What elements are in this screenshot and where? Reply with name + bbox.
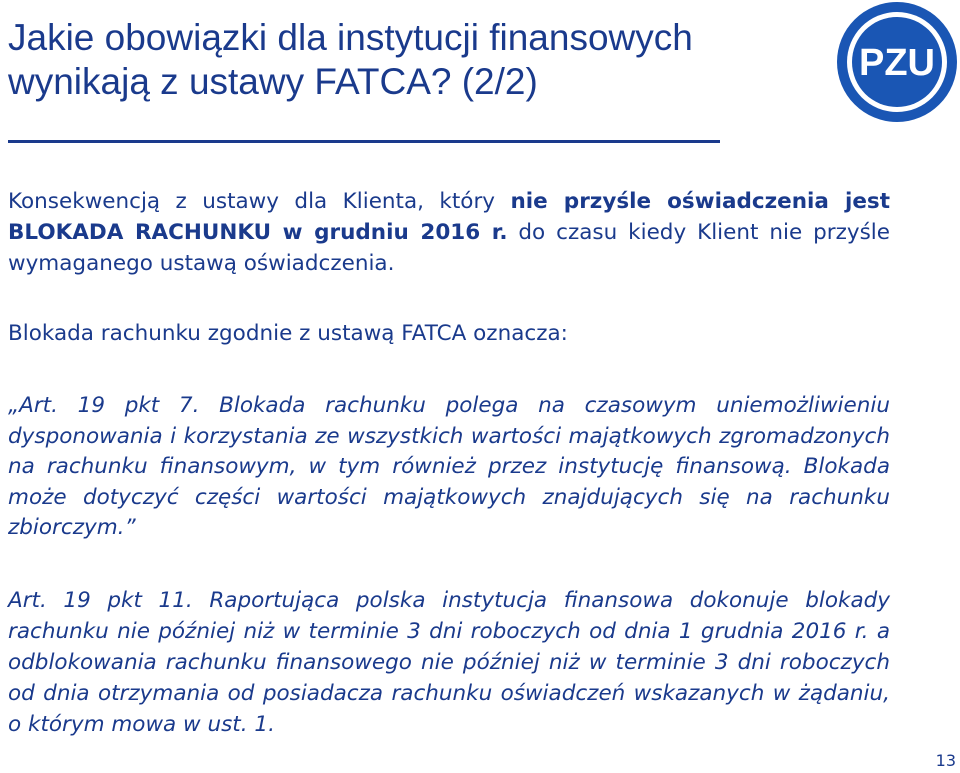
quote-art-19-pkt-7: „Art. 19 pkt 7. Blokada rachunku polega na czasowym uniemożliwieniu dysponowania i korzystania ze wszystkich wartości majątkowych zgromadzonych na rachunku finansowym, w tym również przez instytucję finansową. Blokada może dotyczyć części wartości majątkowych znajdujących się na rachunku zbiorczym.” [8,393,890,540]
page-number: 13 [935,751,956,770]
page-title-line-1: Jakie obowiązki dla instytucji finansowych [8,17,693,58]
page-title-line-2: wynikają z ustawy FATCA? (2/2) [8,61,538,102]
blockade-intro: Blokada rachunku zgodnie z ustawą FATCA oznacza: [8,321,568,346]
title-underline [8,140,720,143]
quote-art-19-pkt-11: Art. 19 pkt 11. Raportująca polska instytucja finansowa dokonuje blokady rachunku nie później niż w terminie 3 dni roboczych od dnia 1 grudnia 2016 r. a odblokowania rachunku finansowego nie później niż w terminie 3 dni roboczych od dnia otrzymania od posiadacza rachunku oświadczeń wskazanych w żądaniu, o którym mowa w ust. 1. [8,588,890,737]
logo-text: PZU [859,42,935,84]
page-title [8,16,788,104]
consequence-text-2: do czasu kiedy Klient nie przyśle wymaganego ustawą oświadczenia. [8,220,890,276]
consequence-bold-text: nie przyśle oświadczenia jest BLOKADA RACHUNKU w grudniu 2016 r. [8,189,890,245]
consequence-text-1: Konsekwencją z ustawy dla Klienta, który [8,189,511,214]
consequence-paragraph [8,186,890,279]
pzu-logo-icon [836,1,958,123]
